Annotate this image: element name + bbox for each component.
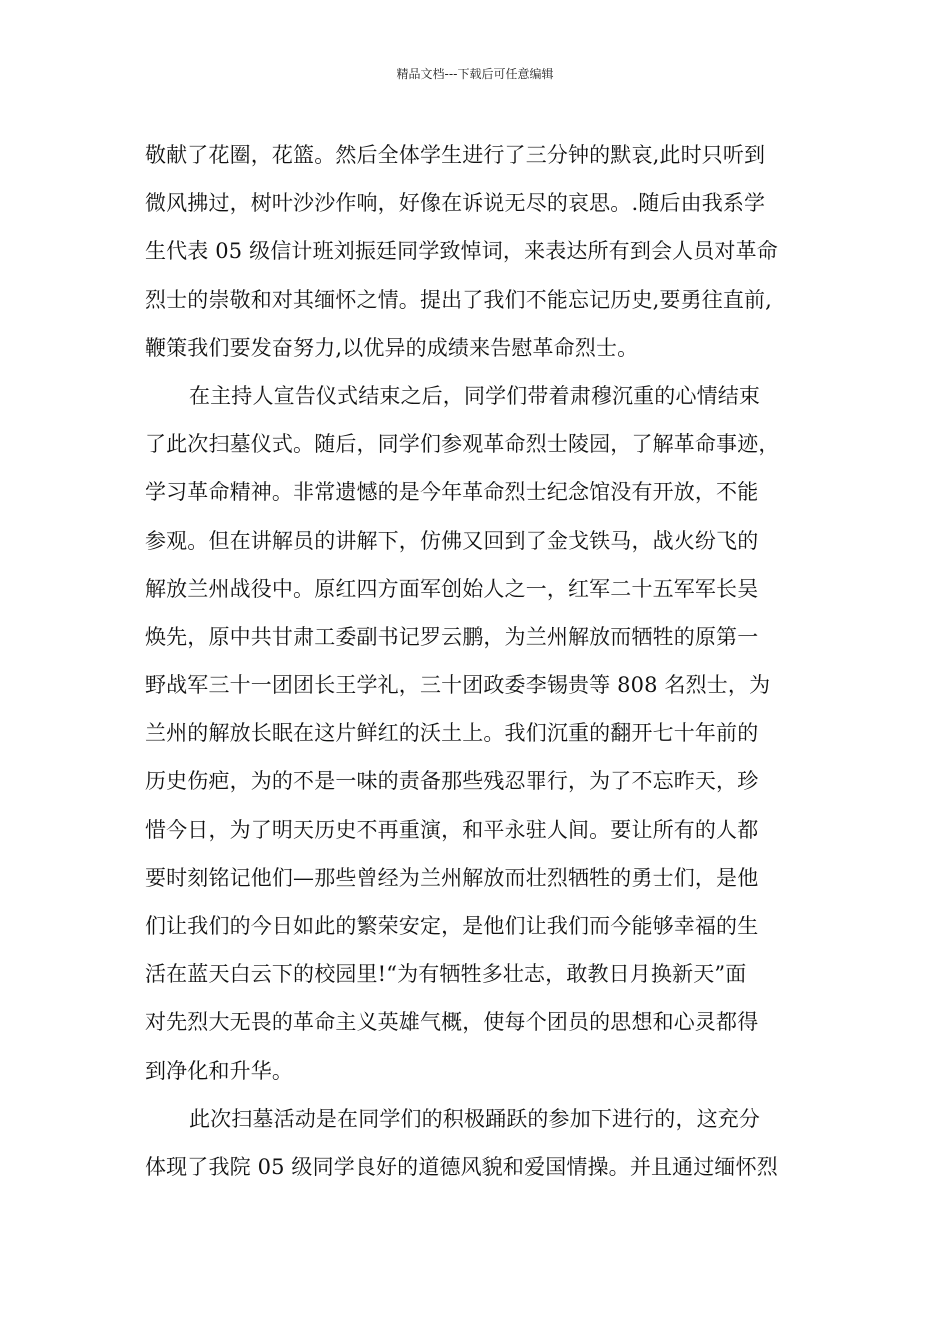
text-line: 微风拂过，树叶沙沙作响，好像在诉说无尽的哀思。.随后由我系学 <box>145 191 766 216</box>
text-line: 焕先，原中共甘肃工委副书记罗云鹏，为兰州解放而牺牲的原第一 <box>145 624 759 649</box>
text-line: 要时刻铭记他们—那些曾经为兰州解放而壮烈牺牲的勇士们，是他 <box>145 865 759 890</box>
page-header: 精品文档---下载后可任意编辑 <box>396 67 554 81</box>
text-line: 兰州的解放长眠在这片鲜红的沃土上。我们沉重的翻开七十年前的 <box>145 721 759 746</box>
text-line: 活在蓝天白云下的校园里!“为有牺牲多壮志，敢教日月换新天”面 <box>145 962 747 987</box>
document-body <box>145 131 807 1191</box>
text-line: 敬献了花圈，花篮。然后全体学生进行了三分钟的默哀,此时只听到 <box>145 143 766 167</box>
text-line: 生代表 05 级信计班刘振廷同学致悼词，来表达所有到会人员对革命 <box>145 239 778 264</box>
text-line: 野战军三十一团团长王学礼，三十团政委李锡贵等 808 名烈士，为 <box>145 673 771 698</box>
text-line: 了此次扫墓仪式。随后，同学们参观革命烈士陵园，了解革命事迹， <box>145 432 780 457</box>
text-line: 烈士的崇敬和对其缅怀之情。提出了我们不能忘记历史,要勇往直前, <box>145 287 772 312</box>
text-line: 对先烈大无畏的革命主义英雄气概，使每个团员的思想和心灵都得 <box>145 1010 759 1035</box>
text-line: 此次扫墓活动是在同学们的积极踊跃的参加下进行的，这充分 <box>189 1106 761 1131</box>
text-line: 参观。但在讲解员的讲解下，仿佛又回到了金戈铁马，战火纷飞的 <box>145 528 759 553</box>
text-line: 历史伤疤，为的不是一味的责备那些残忍罪行，为了不忘昨天，珍 <box>145 769 759 794</box>
paragraph-3 <box>145 1095 807 1191</box>
text-line: 惜今日，为了明天历史不再重演，和平永驻人间。要让所有的人都 <box>145 817 759 842</box>
text-line: 们让我们的今日如此的繁荣安定，是他们让我们而今能够幸福的生 <box>145 914 759 938</box>
text-line: 鞭策我们要发奋努力,以优异的成绩来告慰革命烈士。 <box>145 335 639 360</box>
text-line: 学习革命精神。非常遗憾的是今年革命烈士纪念馆没有开放，不能 <box>145 480 759 505</box>
text-line: 体现了我院 05 级同学良好的道德风貌和爱国情操。并且通过缅怀烈 <box>145 1154 778 1179</box>
text-line: 在主持人宣告仪式结束之后，同学们带着肃穆沉重的心情结束 <box>189 383 761 408</box>
text-line: 到净化和升华。 <box>145 1058 294 1083</box>
paragraph-1 <box>145 131 807 372</box>
text-line: 解放兰州战役中。原红四方面军创始人之一，红军二十五军军长吴 <box>145 576 759 601</box>
paragraph-2 <box>145 372 807 1095</box>
